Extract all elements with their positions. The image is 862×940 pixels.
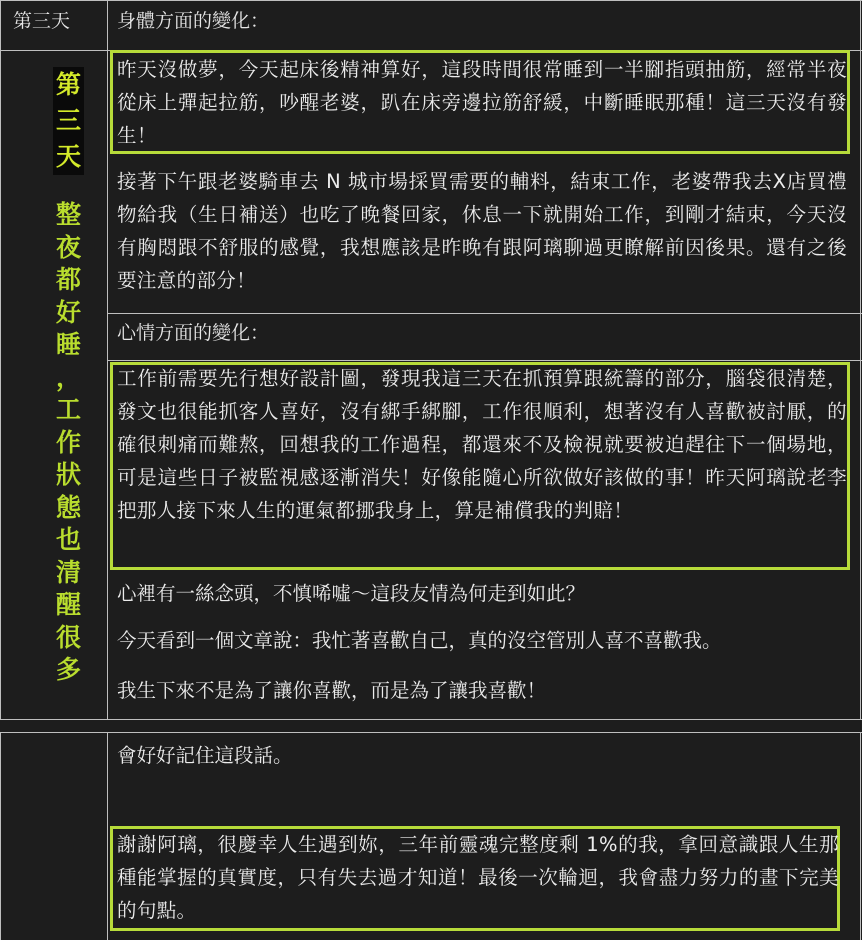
column-divider (0, 732, 1, 940)
vertical-char: 第 (53, 67, 84, 103)
vertical-char: 態 (55, 492, 81, 522)
row-divider (107, 360, 862, 361)
vertical-summary (53, 199, 84, 687)
vertical-char: 天 (53, 139, 84, 175)
body-boxed-paragraph: 昨天沒做夢，今天起床後精神算好，這段時間很常睡到一半腳指頭抽筋，經常半夜從床上彈起拉筋，吵醒老婆，趴在床旁邊拉筋舒緩，中斷睡眠那種！這三天沒有發生！ (117, 58, 847, 147)
vertical-char: 多 (55, 655, 81, 684)
vertical-char: 整 (55, 200, 81, 229)
vertical-char: 好 (55, 297, 81, 327)
body-paragraph: 接著下午跟老婆騎車去 N 城市場採買需要的輔料，結束工作，老婆帶我去X店買禮物給我（生日補送）也吃了晚餐回家，休息一下就開始工作，到剛才結束，今天沒有胸悶跟不舒服的感覺，我想應該是昨晚有跟阿璃聊過更瞭解前因後果。還有之後要注意的部分！ (117, 170, 847, 292)
vertical-char: 很 (55, 622, 81, 652)
vertical-char: 三 (53, 103, 84, 139)
column-divider (107, 732, 108, 940)
table-top-border (0, 732, 862, 733)
bottom-boxed-paragraph: 謝謝阿璃，很慶幸人生遇到妳，三年前靈魂完整度剩 1%的我，拿回意識跟人生那種能掌握的真實度，只有失去過才知道！最後一次輪迴，我會盡力努力的畫下完美的句點。 (117, 833, 839, 922)
table-bottom-border (0, 719, 862, 720)
vertical-char: 也 (55, 525, 81, 554)
table-top-border (0, 0, 862, 1)
mood-boxed-paragraph: 工作前需要先行想好設計圖，發現我這三天在抓預算跟統籌的部分，腦袋很清楚，發文也很能抓客人喜好，沒有綁手綁腳，工作很順利，想著沒有人喜歡被討厭，的確很刺痛而難熬，回想我的工作過程，都還來不及檢視就要被迫趕往下一個場地，可是這些日子被監視感逐漸消失！好像能隨心所欲做好該做的事！昨天阿璃說老李把那人接下來人生的運氣都挪我身上，算是補償我的判賠！ (117, 367, 847, 522)
vertical-char: 作 (55, 427, 81, 457)
vertical-char: 夜 (55, 232, 81, 262)
bottom-line: 會好好記住這段話。 (117, 744, 293, 767)
vertical-char: 睡 (55, 330, 81, 359)
mood-line: 心裡有一絲念頭，不慎唏噓～這段友情為何走到如此？ (117, 582, 586, 605)
section-heading-mood: 心情方面的變化： (117, 322, 270, 344)
vertical-char: ， (55, 362, 81, 392)
column-divider (107, 0, 108, 720)
vertical-char: 工 (55, 395, 81, 424)
column-divider (860, 0, 861, 720)
section-heading-body: 身體方面的變化： (117, 10, 270, 32)
mood-line: 我生下來不是為了讓你喜歡，而是為了讓我喜歡！ (117, 679, 547, 702)
column-divider (0, 0, 1, 720)
vertical-highlight-title (53, 67, 84, 175)
vertical-char: 醒 (55, 590, 81, 619)
vertical-char: 都 (55, 265, 81, 294)
vertical-char: 狀 (55, 460, 81, 489)
row-divider (107, 313, 862, 314)
column-divider (860, 732, 861, 940)
mood-line: 今天看到一個文章說：我忙著喜歡自己，真的沒空管別人喜不喜歡我。 (117, 629, 722, 652)
day-label: 第三天 (13, 10, 71, 32)
vertical-char: 清 (55, 557, 81, 587)
